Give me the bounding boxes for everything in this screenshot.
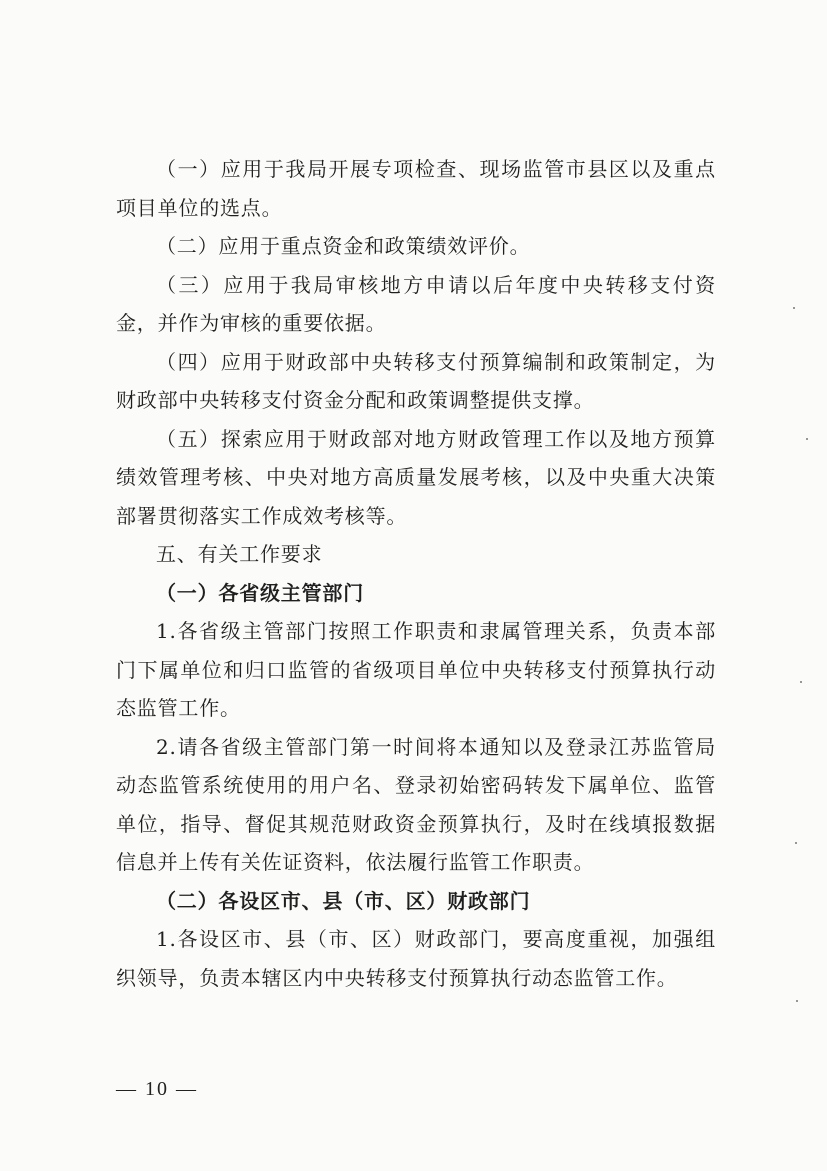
paragraph-8: 1.各设区市、县（市、区）财政部门，要高度重视，加强组织领导，负责本辖区内中央转移支付预算执行动态监管工作。 [116, 927, 716, 990]
document-body [116, 150, 716, 997]
paragraph-1: （一）应用于我局开展专项检查、现场监管市县区以及重点项目单位的选点。 [116, 157, 716, 220]
scan-speck [795, 842, 797, 844]
paragraph-7: 2.请各省级主管部门第一时间将本通知以及登录江苏监管局动态监管系统使用的用户名、登录初始密码转发下属单位、监管单位，指导、督促其规范财政资金预算执行，及时在线填报数据信息并上传有关佐证资料，依法履行监管工作职责。 [116, 734, 716, 874]
page-number: — 10 — [116, 1078, 198, 1100]
paragraph-6: 1.各省级主管部门按照工作职责和隶属管理关系，负责本部门下属单位和归口监管的省级项目单位中央转移支付预算执行动态监管工作。 [116, 619, 716, 720]
subheading-city-county-finance: （二）各设区市、县（市、区）财政部门 [156, 888, 531, 913]
scan-speck [800, 681, 802, 683]
paragraph-4: （四）应用于财政部中央转移支付预算编制和政策制定，为财政部中央转移支付资金分配和政策调整提供支撑。 [116, 349, 716, 412]
paragraph-2: （二）应用于重点资金和政策绩效评价。 [156, 234, 531, 258]
section-heading-five: 五、有关工作要求 [156, 542, 323, 566]
paragraph-5: （五）探索应用于财政部对地方财政管理工作以及地方预算绩效管理考核、中央对地方高质量发展考核，以及中央重大决策部署贯彻落实工作成效考核等。 [116, 426, 716, 528]
subheading-provincial-departments: （一）各省级主管部门 [156, 580, 364, 605]
scan-speck [793, 307, 795, 309]
scan-speck [796, 1000, 798, 1002]
paragraph-3: （三）应用于我局审核地方申请以后年度中央转移支付资金，并作为审核的重要依据。 [116, 272, 716, 335]
scan-speck [806, 438, 808, 440]
